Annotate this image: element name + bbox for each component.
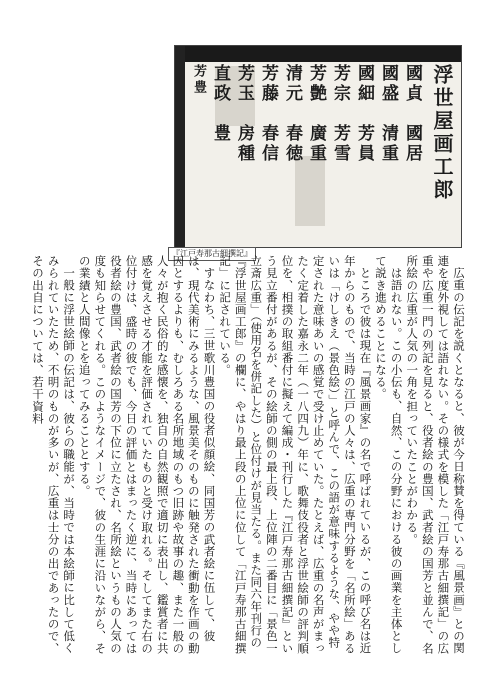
- paragraph: は語れない。この小伝も、自然、この分野における彼の画業を主体として説き進めることになる。: [374, 255, 404, 654]
- paragraph: 一般に浮世絵師の伝記は、彼らの職能が、当時では本絵師に比して低くみられていたため、不明のものが多いが、広重は士分の出であったので、その出自については、若干資料: [30, 255, 77, 655]
- paragraph: ところで彼は現在『風景画家』の名で呼ばれているが、この呼び名は近年からのもので、当時の江戸の人々は、広重の専門分野を「名所絵」あるいは「けしきえ（景色絵）」と呼んで、この語が意味するような、やや特定された意味あいの感覚で受け止めていた。たとえば、広重の名声がまったく定着した嘉永二年（一八四九）年に、歌舞伎役者と浮世絵師の評判順位を、相撲の取組番付に擬えて編成・刊行した『江戸寿那古細撰記』という見立番付があるが、その絵師の側の最上段、上位陣の二番目に「景色一立斎広重」（使用名を併記した）と位付けが見当たる。また同六年刊行の『浮世屋画工郎』の欄に、やはり最上段の上位に位して「江戸寿那古細撰記」に記されている。: [218, 255, 373, 655]
- figure-column: 國盛 清重: [378, 64, 398, 164]
- figure-column: 清元 春徳: [282, 64, 302, 164]
- figure-left-border: [175, 46, 185, 247]
- figure-top-border: [175, 46, 461, 62]
- figure-column: 芳豊: [191, 64, 206, 96]
- figure-column: 國貞 國居: [402, 64, 422, 164]
- banzuke-figure: [174, 45, 462, 248]
- figure-column: 芳玉 房種: [234, 64, 254, 164]
- figure-column: 芳宗 芳雪: [330, 64, 350, 164]
- figure-column: 芳艶 廣重: [306, 64, 326, 164]
- paragraph: 広重の伝記を説くとなると、彼が今日称賛を得ている『風景画』との関連を度外視しては語れない。その様式を模した「江戸寿那古細撰記」の広重や広重一門の列記を見ると、役者絵の豊国、武者絵の国芳と並んで、名所絵の広重が人気の一角を担っていたことがわかる。: [405, 255, 466, 655]
- figure-column: 直政 豊: [210, 64, 230, 144]
- figure-heading: 浮世屋画工郎: [430, 64, 454, 202]
- figure-caption: 『江戸寿那古細撰記』: [168, 247, 256, 261]
- figure-column: 國細 芳員: [354, 64, 374, 164]
- figure-column: 芳藤 春信: [258, 64, 278, 164]
- paragraph: すなわち、三世歌川豊国の役者似顔絵、同国芳の武者絵に伍して、彼は、現代美術にみるような、風景美そのものに触発された衝動を作画の動因とするよりも、むしろある名所地域のもつ旧跡や故事の趣、また一般の人々が抱く民俗的な感懐を、独自の自然観照で適切に表出し、鑑賞者に共感を覚えさせる才能を評価されていたものと受け取れる。そしてまた右の位付けは、盛時の彼でも、今日の評価とはまったく逆に、当時にあっては役者絵の豊国、武者絵の国芳の下位に立たされ、名所絵というもの人気の度も知らせてくれる。このようなイメージで、彼の生涯に沿いながら、その業績と人間像とを追ってみることとする。: [77, 255, 217, 655]
- body-text: [30, 255, 466, 660]
